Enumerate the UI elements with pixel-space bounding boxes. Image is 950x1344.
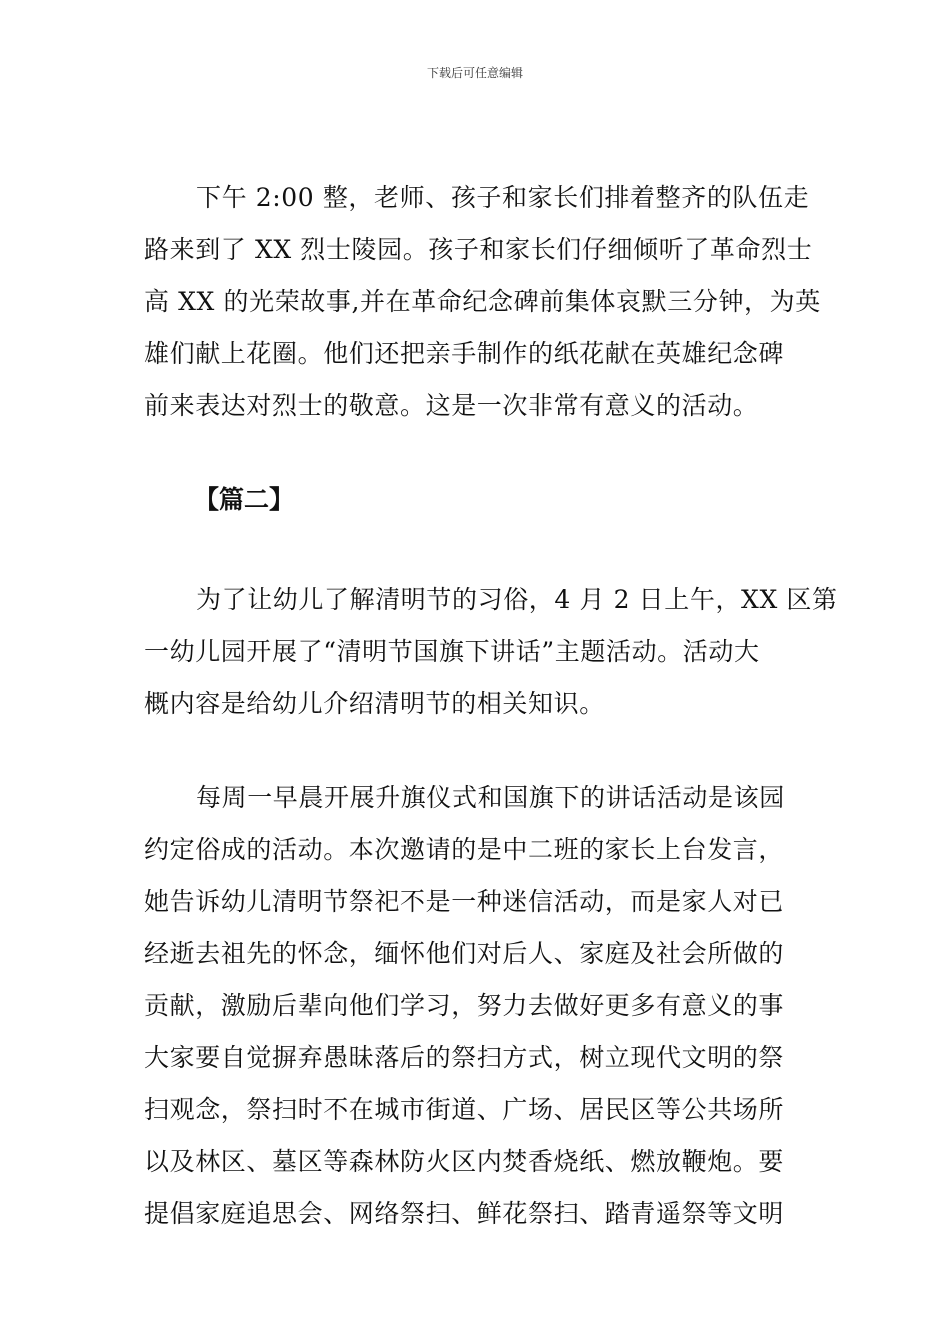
paragraph-line: 雄们献上花圈。他们还把亲手制作的纸花献在英雄纪念碑 [144, 339, 785, 368]
paragraph-line: 路来到了 XX 烈士陵园。孩子和家长们仔细倾听了革命烈士 [144, 235, 813, 264]
paragraph-line: 高 XX 的光荣故事,并在革命纪念碑前集体哀默三分钟，为英 [144, 287, 821, 316]
paragraph-line: 大家要自觉摒弃愚昧落后的祭扫方式，树立现代文明的祭 [144, 1043, 785, 1072]
paragraph-line: 经逝去祖先的怀念，缅怀他们对后人、家庭及社会所做的 [144, 939, 785, 968]
paragraph-2 [144, 574, 838, 730]
paragraph-line: 前来表达对烈士的敬意。这是一次非常有意义的活动。 [144, 391, 759, 420]
paragraph-line: 概内容是给幼儿介绍清明节的相关知识。 [144, 689, 605, 718]
section-heading: 【篇二】 [194, 485, 295, 514]
paragraph-line: 为了让幼儿了解清明节的习俗，4 月 2 日上午，XX 区第 [196, 585, 838, 614]
paragraph-line: 一幼儿园开展了“清明节国旗下讲话”主题活动。活动大 [144, 637, 760, 666]
paragraph-line: 贡献，激励后辈向他们学习，努力去做好更多有意义的事 [144, 991, 785, 1020]
paragraph-1 [144, 172, 821, 432]
paragraph-line: 扫观念，祭扫时不在城市街道、广场、居民区等公共场所 [144, 1095, 785, 1124]
page-header-note: 下载后可任意编辑 [426, 66, 523, 80]
paragraph-line: 提倡家庭追思会、网络祭扫、鲜花祭扫、踏青遥祭等文明 [144, 1199, 785, 1228]
paragraph-line: 以及林区、墓区等森林防火区内焚香烧纸、燃放鞭炮。要 [144, 1147, 785, 1176]
paragraph-line: 每周一早晨开展升旗仪式和国旗下的讲话活动是该园 [196, 783, 785, 812]
paragraph-line: 下午 2:00 整，老师、孩子和家长们排着整齐的队伍走 [196, 183, 810, 212]
paragraph-3 [144, 772, 808, 1240]
paragraph-line: 约定俗成的活动。本次邀请的是中二班的家长上台发言， [144, 835, 785, 864]
paragraph-line: 她告诉幼儿清明节祭祀不是一种迷信活动，而是家人对已 [144, 887, 785, 916]
